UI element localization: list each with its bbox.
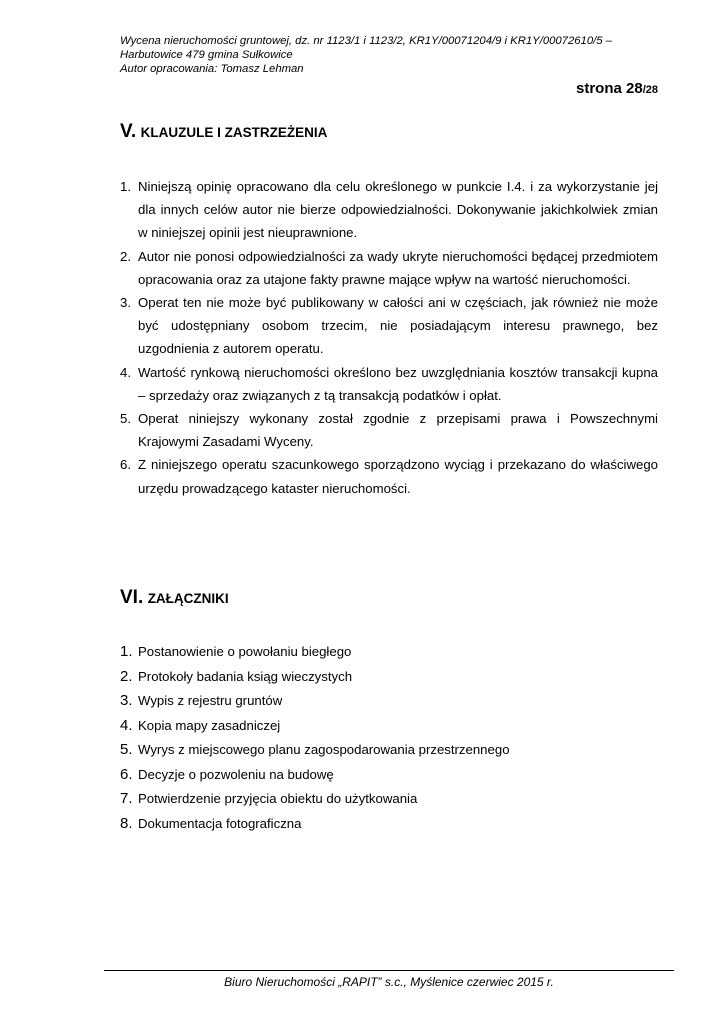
clause-number: 3. — [120, 295, 131, 311]
clause-item — [120, 175, 658, 245]
section-number: VI. — [120, 587, 144, 608]
clause-number: 6. — [120, 457, 131, 473]
attachment-item — [120, 665, 658, 690]
header-line-location: Harbutowice 479 gmina Sułkowice — [120, 49, 293, 61]
attachment-item — [120, 714, 658, 739]
attachments-list — [120, 640, 658, 836]
attachment-number: 3. — [120, 692, 133, 709]
attachment-number: 4. — [120, 716, 133, 734]
clause-text: Niniejszą opinię opracowano dla celu określonego w punkcie I.4. i za wykorzystanie jej dla innych celów autor nie bierze odpowiedzialności. Dokonywanie jakichkolwiek zmian w niniejszej opinii jest nieuprawnione. — [138, 179, 658, 241]
section-name: ZAŁĄCZNIKI — [147, 591, 229, 606]
document-footer: Biuro Nieruchomości „RAPIT” s.c., Myślenice czerwiec 2015 r. — [224, 975, 554, 989]
attachment-text: Postanowienie o powołaniu biegłego — [138, 644, 352, 659]
attachment-text: Wypis z rejestru gruntów — [138, 693, 283, 708]
attachment-item — [120, 689, 658, 714]
attachment-text: Potwierdzenie przyjęcia obiektu do użytkowania — [138, 791, 418, 806]
clause-item — [120, 361, 658, 407]
header-line-author: Autor opracowania: Tomasz Lehman — [120, 63, 304, 75]
header-line-title: Wycena nieruchomości gruntowej, dz. nr 1123/1 i 1123/2, KR1Y/00071204/9 i KR1Y/00072610/5 – — [120, 35, 612, 47]
attachment-text: Protokoły badania ksiąg wieczystych — [138, 668, 353, 684]
document-header — [120, 34, 660, 76]
clause-item — [120, 245, 658, 291]
clause-item — [120, 291, 658, 361]
page-number-label: strona 28 — [576, 80, 643, 97]
clause-number: 5. — [120, 411, 131, 427]
clause-number: 2. — [120, 248, 131, 264]
clause-text: Wartość rynkową nieruchomości określono bez uwzględniania kosztów transakcji kupna – sprzedaży oraz związanych z tą transakcją podatków i opłat. — [138, 364, 658, 403]
section-title-clauses — [120, 121, 327, 143]
clause-number: 1. — [120, 179, 131, 194]
attachment-number: 8. — [120, 814, 133, 832]
section-name: KLAUZULE I ZASTRZEŻENIA — [140, 125, 328, 140]
clause-text: Operat ten nie może być publikowany w całości ani w częściach, jak również nie może być udostępniany osobom trzecim, nie posiadającym interesu prawnego, bez uzgodnienia z autorem operatu. — [138, 295, 658, 357]
section-title-attachments — [120, 587, 229, 609]
page-number — [576, 80, 658, 97]
section-number: V. — [120, 121, 137, 142]
clause-number: 4. — [120, 364, 131, 380]
attachment-number: 6. — [120, 765, 133, 783]
attachment-number: 1. — [120, 643, 133, 660]
attachment-text: Dokumentacja fotograficzna — [138, 815, 302, 831]
attachment-number: 2. — [120, 667, 133, 685]
attachment-item — [120, 763, 658, 788]
clause-text: Z niniejszego operatu szacunkowego sporządzono wyciąg i przekazano do właściwego urzędu prowadzącego kataster nieruchomości. — [138, 457, 658, 496]
attachment-text: Wyrys z miejscowego planu zagospodarowania przestrzennego — [138, 742, 510, 757]
attachment-text: Kopia mapy zasadniczej — [138, 717, 281, 733]
clause-item — [120, 407, 658, 453]
clause-text: Operat niniejszy wykonany został zgodnie z przepisami prawa i Powszechnymi Krajowymi Zasadami Wyceny. — [138, 411, 658, 450]
attachment-number: 7. — [120, 790, 133, 807]
footer-divider — [104, 970, 674, 971]
attachment-number: 5. — [120, 741, 133, 758]
attachment-text: Decyzje o pozwoleniu na budowę — [138, 766, 334, 782]
attachment-item — [120, 787, 658, 812]
attachment-item — [120, 738, 658, 763]
attachment-item — [120, 640, 658, 665]
clause-item — [120, 453, 658, 499]
attachment-item — [120, 812, 658, 837]
clause-text: Autor nie ponosi odpowiedzialności za wady ukryte nieruchomości będącej przedmiotem opracowania oraz za utajone fakty prawne mające wpływ na wartość nieruchomości. — [138, 248, 658, 287]
clauses-list — [120, 175, 658, 500]
page-number-total: /28 — [642, 84, 658, 96]
